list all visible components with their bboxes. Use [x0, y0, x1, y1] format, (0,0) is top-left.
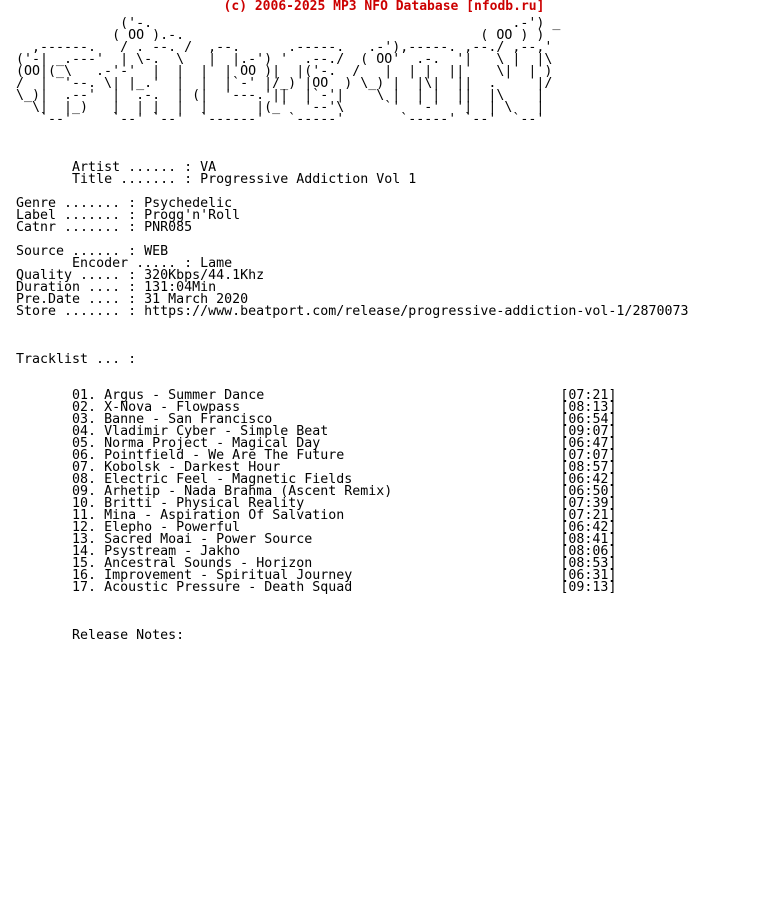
track-number: 15.: [72, 556, 97, 571]
track-number: 01.: [72, 388, 97, 403]
title-value: Progressive Addiction Vol 1: [200, 172, 417, 187]
track-title: Acoustic Pressure - Death Squad: [104, 580, 353, 595]
track-title: Arhetip - Nada Brahma (Ascent Remix): [104, 484, 393, 499]
track-number: 17.: [72, 580, 97, 595]
track-duration: [09:13]: [560, 580, 617, 595]
track-duration: [06:31]: [560, 568, 617, 583]
source-value: WEB: [144, 244, 169, 259]
artist-label: Artist ...... :: [72, 160, 193, 175]
track-title: Mina - Aspiration Of Salvation: [104, 508, 345, 523]
track-duration: [08:06]: [560, 544, 617, 559]
quality-label: Quality ..... :: [16, 268, 137, 283]
track-duration: [07:21]: [560, 508, 617, 523]
track-number: 10.: [72, 496, 97, 511]
label-value: Progg'n'Roll: [144, 208, 241, 223]
track-title: Electric Feel - Magnetic Fields: [104, 472, 353, 487]
duration-label: Duration .... :: [16, 280, 137, 295]
track-number: 12.: [72, 520, 97, 535]
track-list: [16, 388, 616, 595]
quality-value: 320Kbps/44.1Khz: [144, 268, 265, 283]
track-duration: [07:39]: [560, 496, 617, 511]
track-duration: [08:53]: [560, 556, 617, 571]
track-duration: [09:07]: [560, 424, 617, 439]
track-duration: [06:54]: [560, 412, 617, 427]
track-duration: [08:57]: [560, 460, 617, 475]
track-number: 14.: [72, 544, 97, 559]
label-label: Label ....... :: [16, 208, 137, 223]
track-duration: [06:50]: [560, 484, 617, 499]
genre-label: Genre ....... :: [16, 196, 137, 211]
track-title: Sacred Moai - Power Source: [104, 532, 313, 547]
source-label: Source ...... :: [16, 244, 137, 259]
site-header: (c) 2006-2025 MP3 NFO Database [nfodb.ru]: [223, 0, 545, 14]
track-title: Psystream - Jakho: [104, 544, 241, 559]
track-number: 03.: [72, 412, 97, 427]
store-value: https://www.beatport.com/release/progressive-addiction-vol-1/2870073: [144, 304, 689, 319]
catnr-label: Catnr ....... :: [16, 220, 137, 235]
predate-value: 31 March 2020: [144, 292, 249, 307]
release-notes-heading: Release Notes:: [72, 628, 185, 643]
predate-label: Pre.Date .... :: [16, 292, 137, 307]
track-number: 06.: [72, 448, 97, 463]
store-label: Store ....... :: [16, 304, 137, 319]
track-title: Argus - Summer Dance: [104, 388, 265, 403]
nfo-document: [16, 18, 688, 642]
genre-value: Psychedelic: [144, 196, 233, 211]
track-duration: [07:07]: [560, 448, 617, 463]
track-title: Banne - San Francisco: [104, 412, 273, 427]
track-duration: [08:41]: [560, 532, 617, 547]
track-duration: [06:42]: [560, 520, 617, 535]
track-duration: [06:47]: [560, 436, 617, 451]
tracklist-heading: Tracklist ... :: [16, 352, 137, 367]
artist-value: VA: [200, 160, 217, 175]
track-number: 13.: [72, 532, 97, 547]
track-number: 11.: [72, 508, 97, 523]
ascii-logo: ('-. .-') _ ( OO ).-. ( OO ) ) ,------. / . --. / ,--. .-----. .-'),-----. ,--./ ,--,' ('-| _.---' | \-. \ | |.-') ' .--./ ( OO' .-. '| \ | |\ (OO|(_\ .-'-' | | | | OO )| |('-. / | | | || \| | ) / | '--. \| |_.' | | |`-' |/_) |OO ) \_) | |\| || . |/ \_)| .--' | .-. | (| '---.'|| |`-'| \ | | | || |\ | \| |_) | | | | | |(_' '--'\ `' '-' '| | \ | `--' `--' `--' `------' `-----' `-----' `--' `--': [16, 16, 561, 127]
encoder-value: Lame: [200, 256, 233, 271]
track-title: Ancestral Sounds - Horizon: [104, 556, 313, 571]
track-title: Elepho - Powerful: [104, 520, 241, 535]
track-number: 16.: [72, 568, 97, 583]
track-title: Britti - Physical Reality: [104, 496, 305, 511]
track-title: Vladimir Cyber - Simple Beat: [104, 424, 329, 439]
track-duration: [06:42]: [560, 472, 617, 487]
encoder-label: Encoder ..... :: [72, 256, 193, 271]
track-number: 09.: [72, 484, 97, 499]
track-number: 07.: [72, 460, 97, 475]
track-title: Improvement - Spiritual Journey: [104, 568, 353, 583]
duration-value: 131:04Min: [144, 280, 217, 295]
track-duration: [07:21]: [560, 388, 617, 403]
track-title: X-Nova - Flowpass: [104, 400, 241, 415]
track-title: Kobolsk - Darkest Hour: [104, 460, 281, 475]
track-number: 05.: [72, 436, 97, 451]
track-duration: [08:13]: [560, 400, 617, 415]
title-label: Title ....... :: [72, 172, 193, 187]
track-number: 02.: [72, 400, 97, 415]
catnr-value: PNR085: [144, 220, 193, 235]
track-number: 04.: [72, 424, 97, 439]
track-number: 08.: [72, 472, 97, 487]
track-title: Norma Project - Magical Day: [104, 436, 321, 451]
track-row: [16, 580, 616, 595]
track-title: Pointfield - We Are The Future: [104, 448, 345, 463]
